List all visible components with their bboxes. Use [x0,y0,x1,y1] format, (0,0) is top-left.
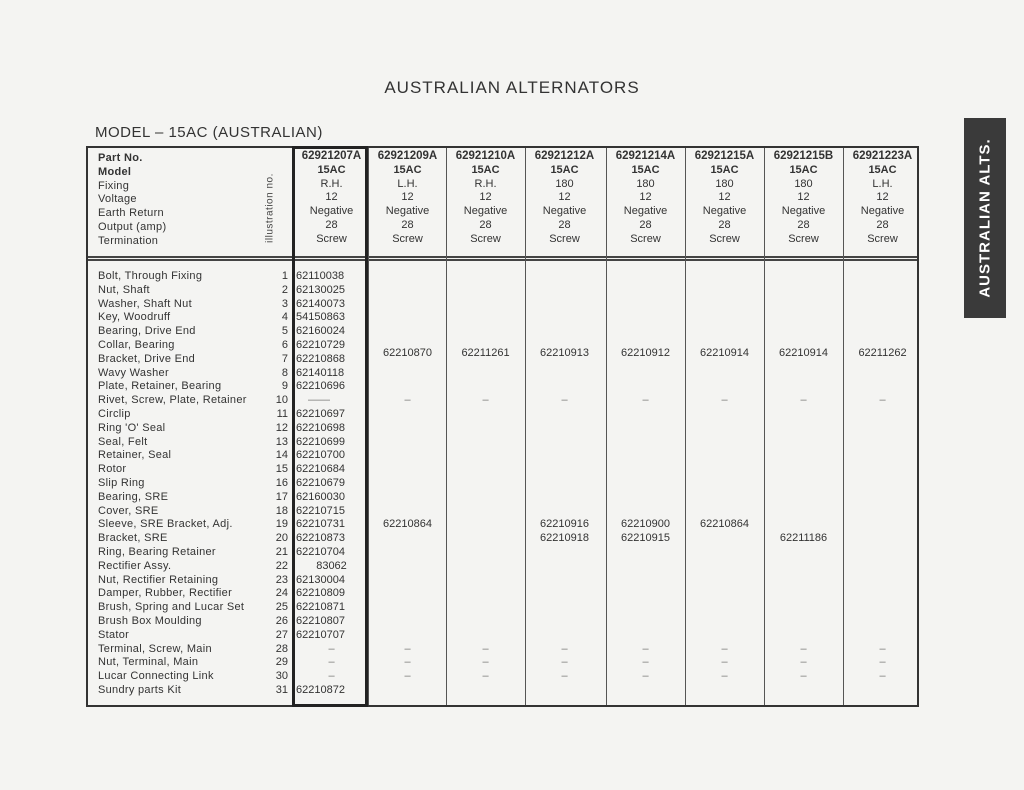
part-number-cell: 62211186 [779,532,828,545]
table-row [88,284,917,298]
part-number-cell: 62210915 [621,532,670,545]
part-number-cell: 62160024 [296,325,345,338]
table-row [88,311,917,325]
header-label: Voltage [98,193,137,206]
header-column [685,150,764,247]
header-cell-termination: Screw [549,232,580,245]
part-number-cell: 62210715 [296,504,345,517]
empty-dash-cell: – [482,642,489,655]
header-cell-voltage: 12 [558,191,571,204]
empty-dash-cell: – [642,670,649,683]
empty-dash-cell: – [561,656,568,669]
illustration-number: 3 [281,297,288,310]
empty-dash-cell: – [404,656,411,669]
part-number-cell: 62140118 [296,366,345,379]
part-number-cell: 62210699 [296,435,345,448]
part-number-cell: 62210679 [296,477,345,489]
header-cell-earth: Negative [309,205,354,218]
part-name: Ring, Bearing Retainer [98,546,216,558]
header-cell-model: 15AC [550,163,579,176]
illustration-number: 22 [275,559,288,572]
part-number-cell: 62210873 [296,532,345,545]
illustration-number: 23 [275,573,288,586]
part-number-cell: 62210807 [296,615,345,627]
part-number-cell: 62210914 [700,346,749,359]
empty-dash-cell: – [721,656,728,669]
part-name: Retainer, Seal [98,449,172,462]
part-number-cell: 62210870 [383,346,432,359]
illustration-number: 19 [275,518,288,531]
illustration-number: 24 [275,587,288,600]
table-row [88,463,917,477]
part-name: Circlip [98,408,131,420]
part-name: Collar, Bearing [98,339,175,351]
part-name: Nut, Rectifier Retaining [98,573,219,586]
part-number-cell: 62210871 [296,601,345,614]
part-number-cell: – [328,656,335,669]
illustration-number: 25 [275,601,288,614]
page-title: AUSTRALIAN ALTERNATORS [384,78,640,97]
header-cell-fixing: L.H. [397,177,418,190]
part-number-cell: 62210729 [296,339,345,351]
empty-dash-cell: – [800,656,807,669]
empty-dash-cell: – [561,670,568,683]
header-cell-model: 15AC [868,163,897,176]
illustration-number: 14 [275,449,288,462]
part-name: Bolt, Through Fixing [98,270,203,282]
empty-dash-cell: – [404,642,411,655]
table-row [88,684,917,698]
illustration-number: 28 [275,642,288,655]
header-label: Output (amp) [98,220,167,233]
header-column [764,150,843,247]
part-name: Nut, Shaft [98,283,150,296]
empty-dash-cell: – [482,670,489,683]
header-cell-output: 28 [639,218,652,231]
header-label: Termination [98,234,159,247]
header-cell-termination: Screw [392,232,423,245]
part-number-cell: – [328,670,335,683]
table-row [88,629,917,643]
part-name: Stator [98,628,130,641]
header-cell-model: 15AC [471,163,500,176]
table-row [88,380,917,394]
part-number-cell: 62210697 [296,408,345,420]
header-cell-output: 28 [797,218,810,231]
header-cell-earth: Negative [463,205,508,218]
empty-dash-cell: – [482,394,489,407]
header-cell-earth: Negative [542,205,587,218]
empty-dash-cell: – [879,642,886,655]
header-cell-fixing: 180 [555,177,574,190]
part-name: Nut, Terminal, Main [98,656,199,669]
empty-dash-cell: – [721,670,728,683]
header-column [368,150,447,247]
header-label: Earth Return [98,207,164,220]
header-cell-earth: Negative [385,205,430,218]
header-cell-output: 28 [876,218,889,231]
header-column [843,150,922,247]
header-cell-termination: Screw [470,232,501,245]
header-cell-fixing: R.H. [474,177,497,190]
empty-dash-cell: – [404,670,411,683]
header-column [292,150,371,247]
table-row [88,422,917,436]
part-number-cell: 62210700 [296,449,345,462]
header-cell-part-no: 62921210A [455,150,516,162]
part-number-cell: 62210698 [296,421,345,434]
table-row [88,325,917,339]
part-number-cell: 62210916 [540,518,589,531]
table-row [88,408,917,422]
illustration-number: 5 [281,325,288,338]
header-column [525,150,604,247]
part-number-cell: 62130025 [296,283,345,296]
part-name: Sundry parts Kit [98,684,182,696]
part-number-cell: 62211262 [858,346,907,359]
empty-dash-cell: – [482,656,489,669]
table-row [88,587,917,601]
illustration-number: 7 [281,352,288,365]
illustration-number: 17 [275,490,288,503]
table-row [88,477,917,491]
header-cell-model: 15AC [317,163,346,176]
header-cell-model: 15AC [710,163,739,176]
part-name: Seal, Felt [98,435,148,448]
part-name: Rivet, Screw, Plate, Retainer [98,394,247,407]
header-cell-voltage: 12 [797,191,810,204]
header-cell-model: 15AC [631,163,660,176]
header-cell-termination: Screw [788,232,819,245]
part-name: Bracket, Drive End [98,352,196,365]
header-cell-fixing: 180 [715,177,734,190]
header-cell-termination: Screw [630,232,661,245]
part-name: Brush, Spring and Lucar Set [98,601,245,614]
part-name: Lucar Connecting Link [98,670,214,683]
part-name: Bracket, SRE [98,532,168,545]
side-tab [964,118,1006,318]
illustration-number: 1 [281,270,288,282]
part-number-cell: 62130004 [296,573,345,586]
header-cell-part-no: 62921209A [377,150,438,162]
header-cell-fixing: 180 [794,177,813,190]
header-cell-voltage: 12 [718,191,731,204]
part-number-cell: – [328,642,335,655]
header-cell-output: 28 [558,218,571,231]
part-name: Rotor [98,463,127,476]
header-cell-voltage: 12 [639,191,652,204]
part-number-cell: 62210707 [296,628,345,641]
illustration-number: 13 [275,435,288,448]
empty-dash-cell: – [879,394,886,407]
header-cell-voltage: 12 [325,191,338,204]
empty-dash-cell: – [879,670,886,683]
part-number-cell: 62210864 [700,518,749,531]
illustration-number: 27 [275,628,288,641]
header-cell-part-no: 62921215B [773,150,834,162]
part-number-cell: 54150863 [296,311,345,324]
part-name: Brush Box Moulding [98,615,202,627]
illustration-number: 6 [281,339,288,351]
part-number-cell: 62210731 [296,518,345,531]
header-cell-output: 28 [401,218,414,231]
part-name: Bearing, Drive End [98,325,196,338]
header-cell-model: 15AC [789,163,818,176]
header-column [446,150,525,247]
header-cell-part-no: 62921207A [301,150,362,162]
illustration-number: 16 [275,477,288,489]
empty-dash-cell: – [642,642,649,655]
part-number-cell: 62210864 [383,518,432,531]
table-row [88,449,917,463]
part-name: Rectifier Assy. [98,559,172,572]
model-heading: MODEL – 15AC (AUSTRALIAN) [95,124,323,141]
table-row [88,574,917,588]
header-cell-earth: Negative [702,205,747,218]
header-label: Fixing [98,179,130,192]
header-cell-fixing: 180 [636,177,655,190]
header-cell-model: 15AC [393,163,422,176]
header-cell-earth: Negative [781,205,826,218]
table-row [88,615,917,629]
empty-dash-cell: – [404,394,411,407]
header-cell-termination: Screw [316,232,347,245]
header-cell-part-no: 62921214A [615,150,676,162]
table-row [88,367,917,381]
illustration-number: 29 [275,656,288,669]
table-row [88,560,917,574]
table-row [88,491,917,505]
side-tab-label: AUSTRALIAN ALTS. [976,138,994,298]
illustration-number: 31 [275,684,288,696]
illustration-number: 21 [275,546,288,558]
header-label: Model [98,165,132,178]
empty-dash-cell: – [561,394,568,407]
illustration-number: 4 [281,311,288,324]
illustration-number: 10 [275,394,288,407]
part-name: Washer, Shaft Nut [98,297,192,310]
header-cell-voltage: 12 [401,191,414,204]
illustration-number: 15 [275,463,288,476]
header-labels [98,152,166,249]
illustration-number: 9 [281,380,288,393]
part-number-cell: —— [308,394,330,407]
illustration-no-label: illustration no. [264,173,276,243]
empty-dash-cell: – [642,394,649,407]
header-separator [88,256,917,258]
empty-dash-cell: – [800,642,807,655]
part-name: Damper, Rubber, Rectifier [98,587,233,600]
empty-dash-cell: – [721,642,728,655]
header-column [606,150,685,247]
part-number-cell: 62140073 [296,297,345,310]
header-cell-earth: Negative [860,205,905,218]
part-name: Sleeve, SRE Bracket, Adj. [98,518,233,531]
header-separator-double [88,259,917,261]
illustration-number: 20 [275,532,288,545]
part-number-cell: 62210696 [296,380,345,393]
part-name: Plate, Retainer, Bearing [98,380,222,393]
part-number-cell: 62110038 [296,270,345,282]
table-row [88,298,917,312]
illustration-number: 8 [281,366,288,379]
part-name: Cover, SRE [98,504,159,517]
table-row [88,505,917,519]
part-name: Key, Woodruff [98,311,171,324]
part-number-cell: 62211261 [461,346,510,359]
header-label: Part No. [98,152,143,164]
empty-dash-cell: – [721,394,728,407]
header-cell-output: 28 [479,218,492,231]
table-row [88,436,917,450]
part-number-cell: 62210704 [296,546,345,558]
spec-table [86,146,919,707]
header-cell-fixing: R.H. [320,177,343,190]
header-cell-termination: Screw [709,232,740,245]
part-number-cell: 62210868 [296,352,345,365]
part-name: Slip Ring [98,477,145,489]
part-name: Wavy Washer [98,366,169,379]
header-cell-output: 28 [325,218,338,231]
illustration-number: 30 [275,670,288,683]
part-name: Ring 'O' Seal [98,421,166,434]
illustration-number: 26 [275,615,288,627]
part-name: Bearing, SRE [98,490,169,503]
part-number-cell: 62210684 [296,463,345,476]
illustration-number: 2 [281,283,288,296]
empty-dash-cell: – [561,642,568,655]
header-cell-fixing: L.H. [872,177,893,190]
part-number-cell: 62210912 [621,346,670,359]
part-number-cell: 83062 [316,559,347,572]
illustration-number: 11 [276,408,288,420]
part-number-cell: 62210913 [540,346,589,359]
header-cell-earth: Negative [623,205,668,218]
table-row [88,546,917,560]
empty-dash-cell: – [642,656,649,669]
empty-dash-cell: – [800,394,807,407]
table-row [88,518,917,532]
header-cell-part-no: 62921215A [694,150,755,162]
part-number-cell: 62160030 [296,490,345,503]
illustration-number: 18 [275,504,288,517]
part-number-cell: 62210918 [540,532,589,545]
header-cell-part-no: 62921223A [852,150,913,162]
header-cell-termination: Screw [867,232,898,245]
header-cell-voltage: 12 [479,191,492,204]
part-number-cell: 62210809 [296,587,345,600]
illustration-number: 12 [275,421,288,434]
empty-dash-cell: – [800,670,807,683]
part-number-cell: 62210900 [621,518,670,531]
header-cell-output: 28 [718,218,731,231]
table-row [88,601,917,615]
empty-dash-cell: – [879,656,886,669]
part-number-cell: 62210872 [296,684,345,696]
table-row [88,270,917,284]
header-cell-voltage: 12 [876,191,889,204]
part-number-cell: 62210914 [779,346,828,359]
part-name: Terminal, Screw, Main [98,642,212,655]
header-cell-part-no: 62921212A [534,150,595,162]
